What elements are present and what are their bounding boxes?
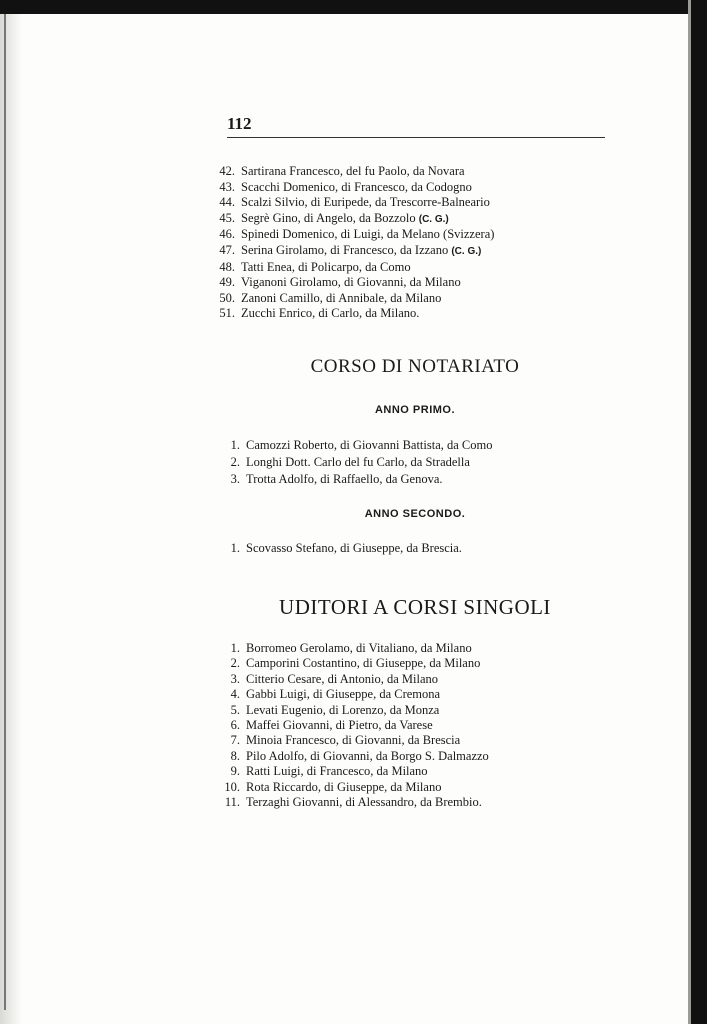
scan-top-border <box>0 0 707 14</box>
list-item: 10. Rota Riccardo, di Giuseppe, da Milano <box>224 779 442 794</box>
list-item: 45. Segrè Gino, di Angelo, da Bozzolo (C. G.) <box>219 210 449 225</box>
note-cg: (C. G.) <box>418 213 449 225</box>
scan-right-border <box>691 0 707 1024</box>
list-item: 3. Citterio Cesare, di Antonio, da Milano <box>230 671 438 686</box>
list-item: 1. Borromeo Gerolamo, di Vitaliano, da Milano <box>230 641 472 655</box>
section-title-notariato: CORSO DI NOTARIATO <box>310 356 520 377</box>
subheading-anno-secondo: ANNO SECONDO. <box>364 508 466 520</box>
list-item: 8. Pilo Adolfo, di Giovanni, da Borgo S. Dalmazzo <box>230 748 489 763</box>
uditori-list <box>222 641 489 810</box>
list-item: 51. Zucchi Enrico, di Carlo, da Milano. <box>219 306 420 321</box>
list-item: 49. Viganoni Girolamo, di Giovanni, da Milano <box>219 275 461 290</box>
list-item: 2. Longhi Dott. Carlo del fu Carlo, da Stradella <box>230 455 470 469</box>
students-list <box>217 164 494 322</box>
list-item: 1. Scovasso Stefano, di Giuseppe, da Brescia. <box>230 541 462 555</box>
list-item: 47. Serina Girolamo, di Francesco, da Izzano (C. G.) <box>219 242 482 257</box>
anno-secondo-list <box>222 541 462 557</box>
subheading-anno-primo: ANNO PRIMO. <box>374 404 456 416</box>
list-item: 42. Sartirana Francesco, del fu Paolo, da Novara <box>219 164 465 178</box>
list-item: 7. Minoia Francesco, di Giovanni, da Brescia <box>230 733 461 748</box>
list-item: 44. Scalzi Silvio, di Euripede, da Trescorre-Balneario <box>219 195 490 210</box>
list-item: 4. Gabbi Luigi, di Giuseppe, da Cremona <box>230 687 441 702</box>
note-cg: (C. G.) <box>451 245 482 257</box>
list-item: 5. Levati Eugenio, di Lorenzo, da Monza <box>230 702 440 717</box>
list-item: 6. Maffei Giovanni, di Pietro, da Varese <box>230 718 433 733</box>
list-item: 9. Ratti Luigi, di Francesco, da Milano <box>230 764 428 779</box>
header-rule <box>227 137 605 138</box>
list-item: 50. Zanoni Camillo, di Annibale, da Milano <box>219 290 442 305</box>
section-title-uditori: UDITORI A CORSI SINGOLI <box>279 595 551 619</box>
list-item: 3. Trotta Adolfo, di Raffaello, da Genova. <box>230 472 443 486</box>
list-item: 48. Tatti Enea, di Policarpo, da Como <box>219 259 411 274</box>
anno-primo-list <box>222 437 493 488</box>
list-item: 43. Scacchi Domenico, di Francesco, da Codogno <box>219 179 472 194</box>
list-item: 46. Spinedi Domenico, di Luigi, da Melano (Svizzera) <box>219 227 495 242</box>
scan-binding-line <box>4 10 6 1010</box>
list-item: 11. Terzaghi Giovanni, di Alessandro, da Brembio. <box>224 795 482 810</box>
list-item: 1. Camozzi Roberto, di Giovanni Battista, da Como <box>230 438 493 452</box>
page-number: 112 <box>227 114 252 133</box>
list-item: 2. Camporini Costantino, di Giuseppe, da Milano <box>230 656 481 671</box>
